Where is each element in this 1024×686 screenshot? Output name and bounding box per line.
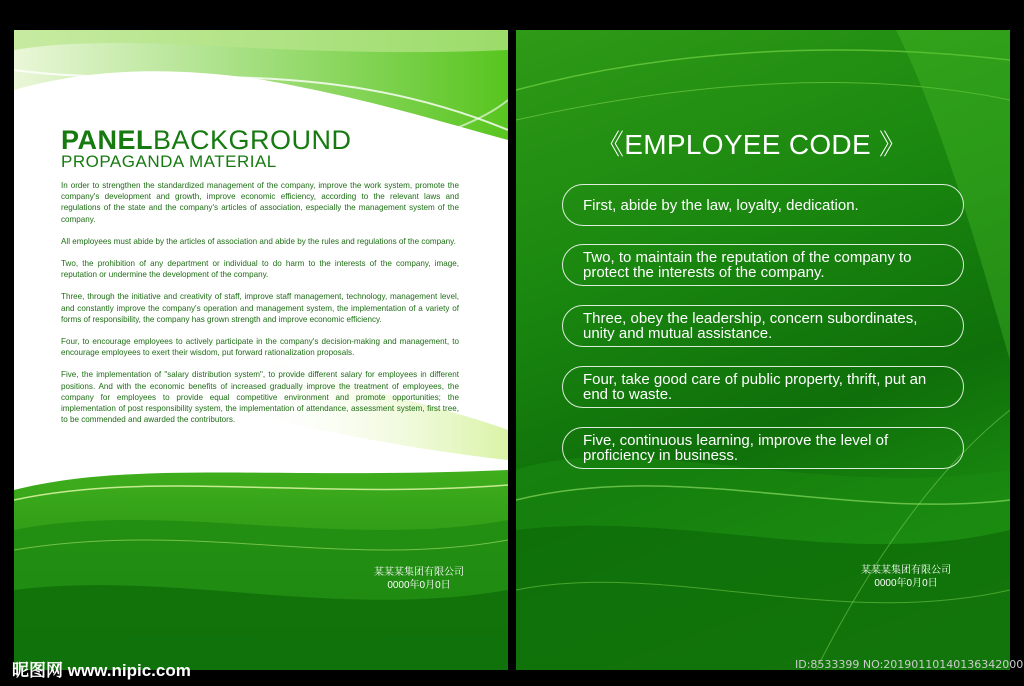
left-title: PANELBACKGROUND	[61, 125, 352, 155]
paragraph: All employees must abide by the articles of association and abide by the rules and regulations of the company.	[61, 236, 456, 246]
paragraph: Four, to encourage employees to actively participate in the company's decision-making and management, to encourage employees to exert their wisdom, put forward rationalization proposals.	[61, 337, 459, 358]
right-panel	[516, 30, 1010, 670]
paragraph: Five, the implementation of "salary distribution system", to provide different salary for employees in different positions. And with the economic benefits of increased gradually improve the treatment of employees, the company for employees to provide equal competitive environment and promote opportunities; the implementation of post responsibility system, the implementation of attendance, assessment system, first tree, to be commended and awarded the contributors.	[61, 370, 459, 425]
paragraph: In order to strengthen the standardized management of the company, improve the work system, promote the company's development and growth, improve economic efficiency, according to the relevant laws and regulations of the state and the company's articles of association, especially the management system of the company.	[61, 181, 459, 224]
company-name: 某某某集团有限公司	[861, 565, 951, 576]
code-item: Four, take good care of public property, thrift, put an end to waste.	[562, 366, 964, 408]
paragraph: Three, through the initiative and creativity of staff, improve staff management, technology, management level, and constantly improve the company's operation and management system, the implementation of a variety of forms of responsibility, the company has grown strength and improve economic efficiency.	[61, 292, 459, 324]
image-id-watermark: ID:8533399 NO:20190110140136342000	[795, 658, 1024, 671]
right-company-block	[846, 564, 966, 590]
left-body-text	[61, 180, 459, 436]
employee-code-title: 《EMPLOYEE CODE 》	[596, 129, 908, 160]
company-name: 某某某集团有限公司	[374, 567, 464, 578]
paragraph: Two, the prohibition of any department or individual to do harm to the interests of the company, image, reputation or undermine the development of the company.	[61, 259, 459, 280]
site-watermark: 昵图网 www.nipic.com	[12, 661, 191, 680]
code-item: First, abide by the law, loyalty, dedication.	[562, 184, 964, 226]
left-subtitle: PROPAGANDA MATERIAL	[61, 152, 277, 171]
left-company-block	[364, 566, 474, 592]
code-item: Two, to maintain the reputation of the company to protect the interests of the company.	[562, 244, 964, 286]
code-item: Three, obey the leadership, concern subordinates, unity and mutual assistance.	[562, 305, 964, 347]
code-item: Five, continuous learning, improve the level of proficiency in business.	[562, 427, 964, 469]
left-panel	[14, 30, 508, 670]
company-date: 0000年0月0日	[874, 578, 938, 589]
company-date: 0000年0月0日	[387, 580, 451, 591]
